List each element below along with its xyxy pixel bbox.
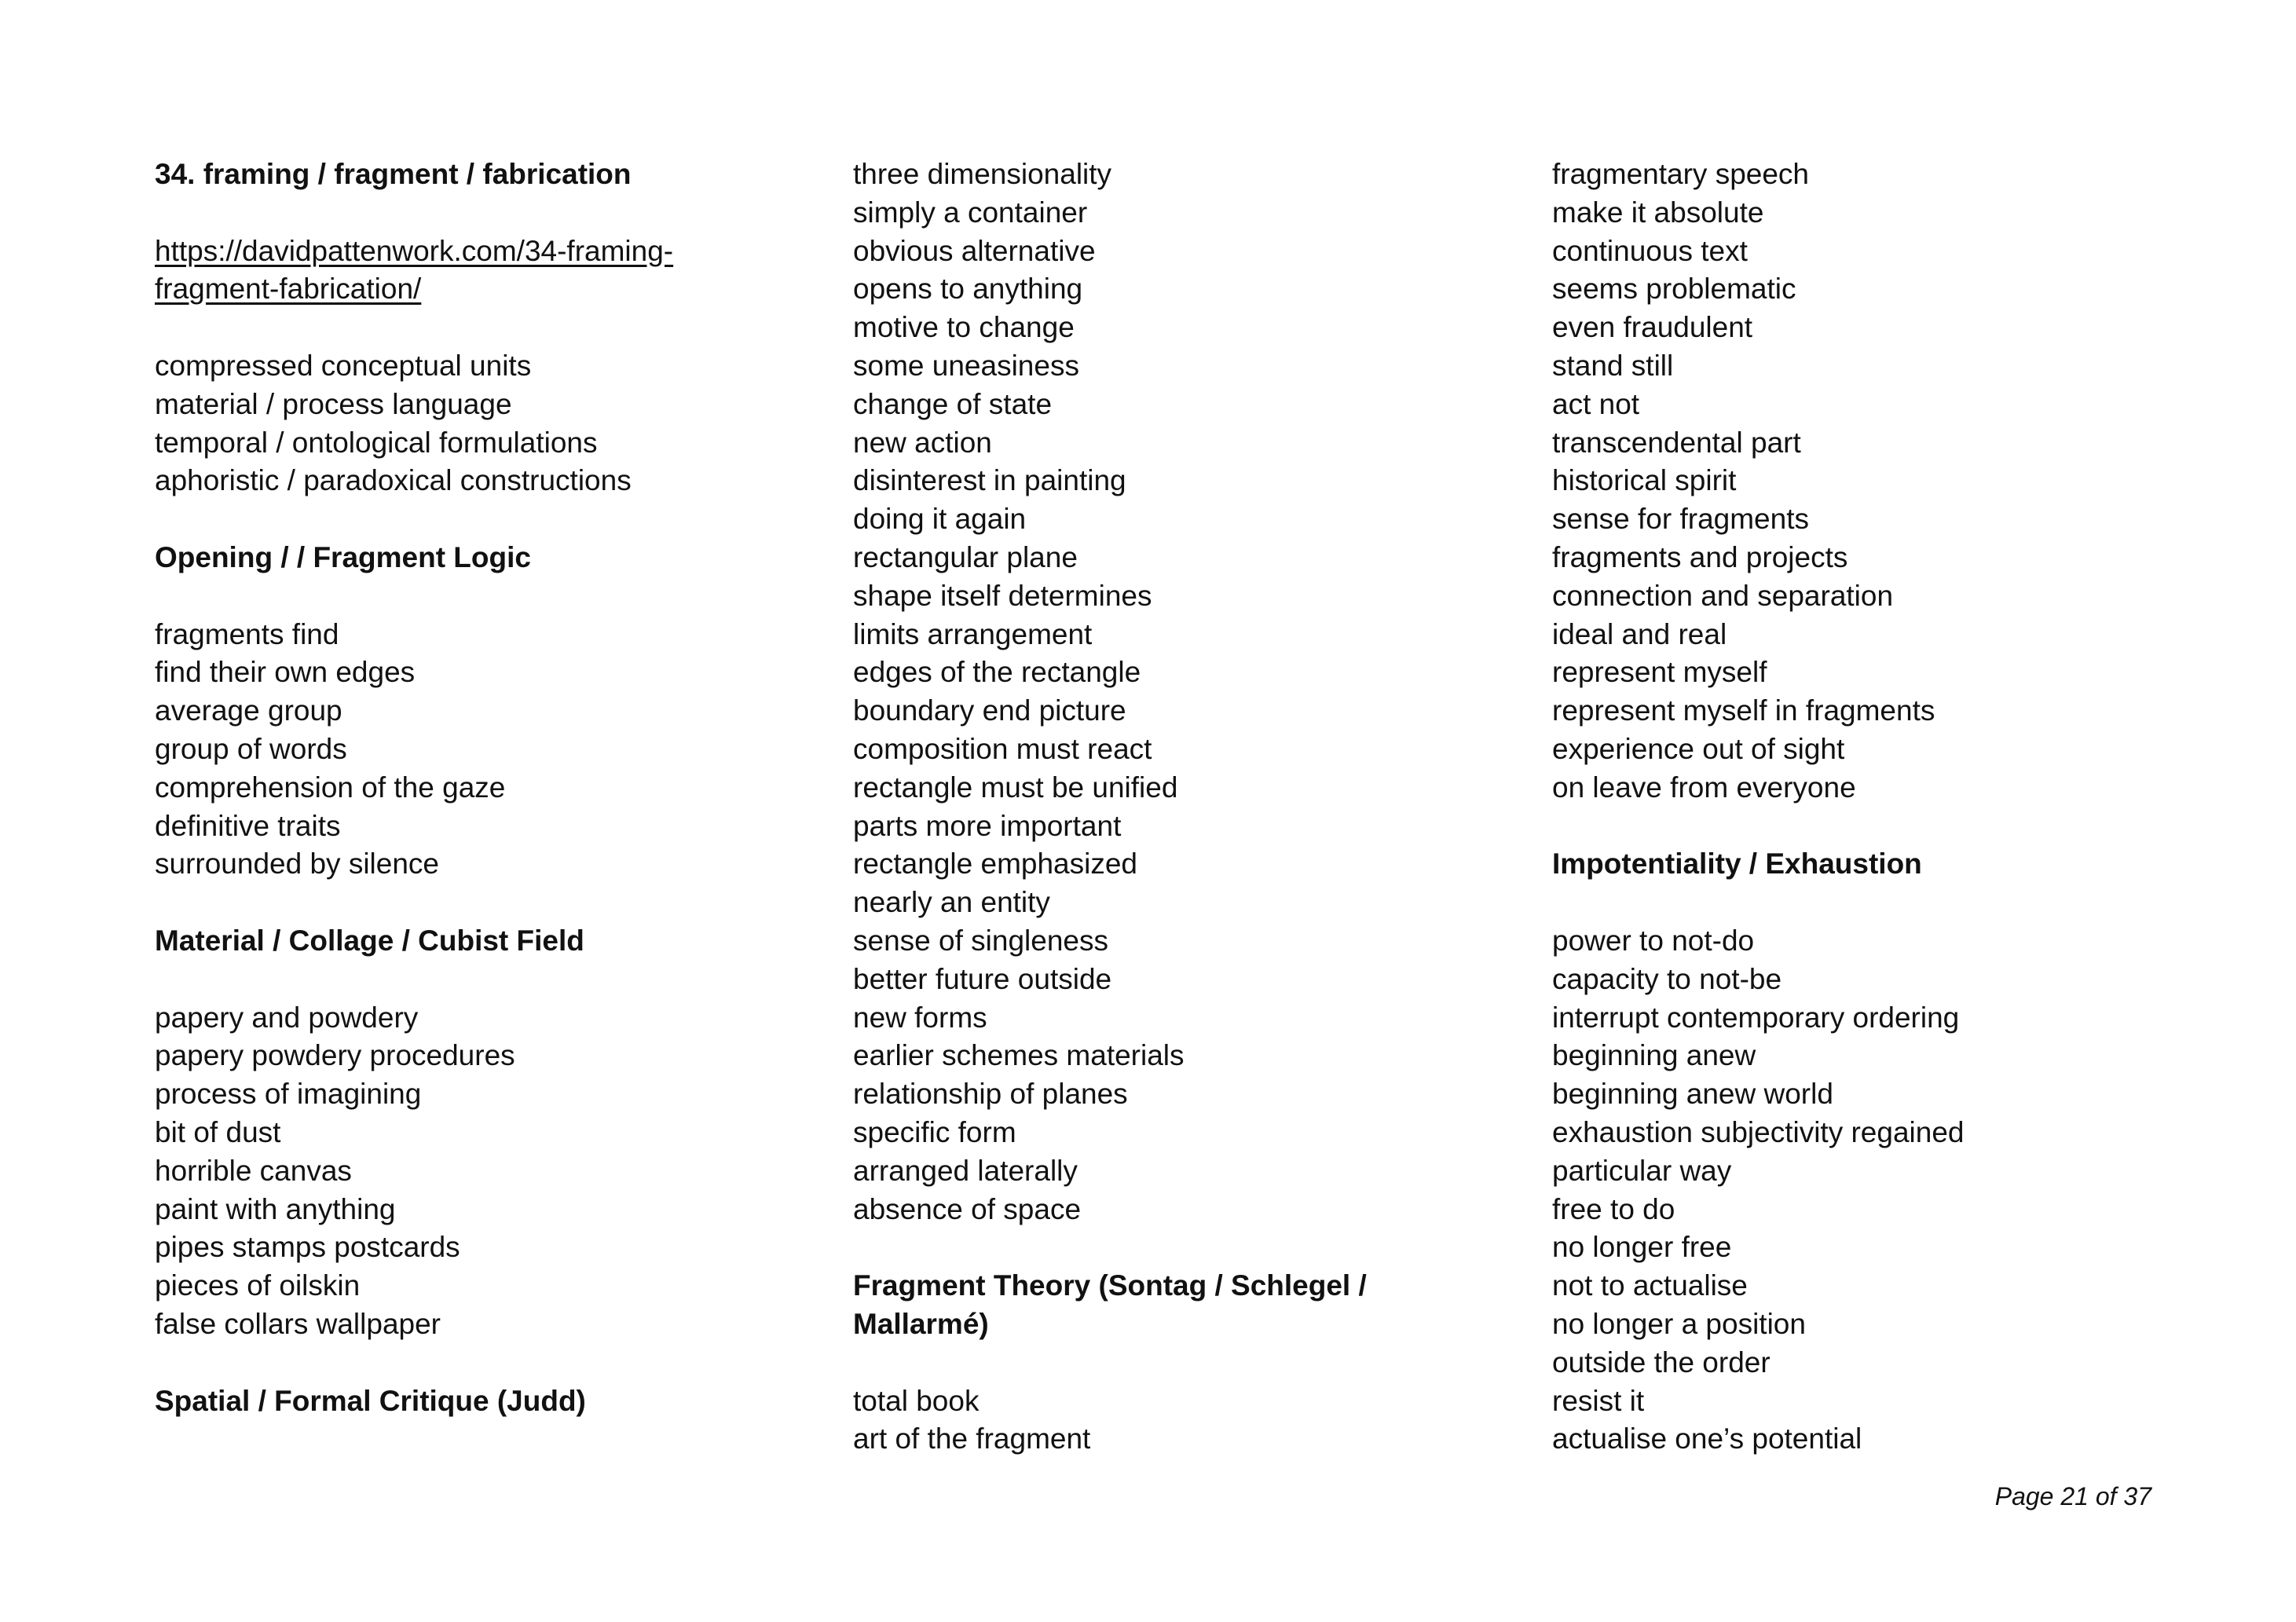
list-item: total book — [853, 1384, 980, 1417]
list-item: historical spirit — [1552, 464, 1737, 497]
list-item: paint with anything — [155, 1192, 396, 1225]
spacer — [155, 961, 799, 999]
list-item: compressed conceptual units — [155, 349, 532, 382]
list-item: outside the order — [1552, 1346, 1771, 1379]
list-item: seems problematic — [1552, 273, 1796, 306]
list-item: rectangle emphasized — [853, 848, 1137, 881]
intro-list — [155, 347, 799, 500]
list-item: horrible canvas — [155, 1154, 352, 1187]
fragment-logic-list — [155, 616, 799, 884]
list-item: represent myself — [1552, 656, 1767, 689]
list-item: stand still — [1552, 349, 1674, 382]
list-item: connection and separation — [1552, 579, 1894, 612]
list-item: papery and powdery — [155, 1001, 419, 1034]
spacer — [155, 577, 799, 616]
cubist-field-list — [155, 999, 799, 1344]
spacer — [155, 309, 799, 347]
list-item: obvious alternative — [853, 234, 1096, 267]
list-item: fragments and projects — [1552, 540, 1848, 573]
list-item: sense for fragments — [1552, 503, 1809, 536]
list-item: pipes stamps postcards — [155, 1231, 460, 1264]
list-item: no longer free — [1552, 1231, 1732, 1264]
list-item: opens to anything — [853, 273, 1083, 306]
judd-list — [853, 156, 1497, 1228]
spacer — [155, 1344, 799, 1382]
list-item: shape itself determines — [853, 579, 1152, 612]
list-item: comprehension of the gaze — [155, 771, 506, 804]
list-item: make it absolute — [1552, 196, 1764, 229]
list-item: motive to change — [853, 311, 1075, 344]
list-item: pieces of oilskin — [155, 1269, 361, 1302]
list-item: resist it — [1552, 1384, 1645, 1417]
list-item: papery powdery procedures — [155, 1039, 515, 1072]
list-item: earlier schemes materials — [853, 1039, 1185, 1072]
list-item: experience out of sight — [1552, 732, 1845, 765]
article-link-line-1[interactable]: https://davidpattenwork.com/34-framing- — [155, 234, 674, 267]
impotentiality-list — [1552, 922, 2149, 1459]
section-heading-fragment-logic: Opening / / Fragment Logic — [155, 540, 531, 573]
list-item: average group — [155, 694, 342, 727]
list-item: not to actualise — [1552, 1269, 1748, 1302]
list-item: continuous text — [1552, 234, 1748, 267]
section-heading-fragment-theory-line-1: Fragment Theory (Sontag / Schlegel / — [853, 1269, 1367, 1302]
list-item: limits arrangement — [853, 617, 1093, 650]
list-item: beginning anew world — [1552, 1078, 1833, 1111]
list-item: art of the fragment — [853, 1422, 1091, 1455]
list-item: act not — [1552, 387, 1640, 420]
list-item: group of words — [155, 732, 347, 765]
list-item: fragmentary speech — [1552, 158, 1810, 190]
list-item: find their own edges — [155, 656, 416, 689]
list-item: aphoristic / paradoxical constructions — [155, 464, 632, 497]
list-item: edges of the rectangle — [853, 656, 1141, 689]
spacer — [155, 194, 799, 232]
spacer — [853, 1228, 1497, 1267]
list-item: sense of singleness — [853, 924, 1108, 957]
list-item: disinterest in painting — [853, 464, 1126, 497]
list-item: better future outside — [853, 962, 1112, 995]
column-1 — [155, 156, 799, 1420]
list-item: on leave from everyone — [1552, 771, 1856, 804]
list-item: temporal / ontological formulations — [155, 426, 598, 459]
list-item: power to not-do — [1552, 924, 1755, 957]
list-item: rectangular plane — [853, 540, 1078, 573]
list-item: nearly an entity — [853, 886, 1050, 919]
list-item: exhaustion subjectivity regained — [1552, 1115, 1965, 1148]
list-item: bit of dust — [155, 1115, 281, 1148]
list-item: particular way — [1552, 1154, 1732, 1187]
list-item: three dimensionality — [853, 158, 1112, 190]
list-item: actualise one’s potential — [1552, 1422, 1862, 1455]
list-item: fragments find — [155, 617, 339, 650]
list-item: capacity to not-be — [1552, 962, 1782, 995]
list-item: represent myself in fragments — [1552, 694, 1935, 727]
column-2 — [853, 156, 1497, 1459]
page-number: Page 21 of 37 — [1994, 1482, 2151, 1510]
list-item: relationship of planes — [853, 1078, 1128, 1111]
list-item: parts more important — [853, 809, 1122, 842]
list-item: process of imagining — [155, 1078, 422, 1111]
article-link-line-2[interactable]: fragment-fabrication/ — [155, 273, 422, 306]
list-item: composition must react — [853, 732, 1152, 765]
spacer — [155, 500, 799, 539]
list-item: change of state — [853, 387, 1053, 420]
list-item: free to do — [1552, 1192, 1675, 1225]
list-item: absence of space — [853, 1192, 1082, 1225]
fragment-theory-continued-list — [1552, 156, 2149, 807]
list-item: interrupt contemporary ordering — [1552, 1001, 1960, 1034]
list-item: false collars wallpaper — [155, 1307, 441, 1340]
section-heading-judd: Spatial / Formal Critique (Judd) — [155, 1384, 586, 1417]
list-item: doing it again — [853, 503, 1027, 536]
fragment-theory-list — [853, 1382, 1497, 1459]
list-item: surrounded by silence — [155, 848, 439, 881]
page-title: 34. framing / fragment / fabrication — [155, 158, 632, 190]
list-item: new action — [853, 426, 992, 459]
list-item: arranged laterally — [853, 1154, 1078, 1187]
list-item: definitive traits — [155, 809, 341, 842]
list-item: new forms — [853, 1001, 987, 1034]
column-3 — [1552, 156, 2149, 1459]
list-item: material / process language — [155, 387, 512, 420]
list-item: ideal and real — [1552, 617, 1727, 650]
section-heading-impotentiality: Impotentiality / Exhaustion — [1552, 848, 1922, 881]
list-item: no longer a position — [1552, 1307, 1806, 1340]
spacer — [853, 1344, 1497, 1382]
list-item: even fraudulent — [1552, 311, 1753, 344]
spacer — [155, 884, 799, 922]
spacer — [1552, 884, 2149, 922]
list-item: rectangle must be unified — [853, 771, 1178, 804]
section-heading-fragment-theory-line-2: Mallarmé) — [853, 1307, 989, 1340]
list-item: boundary end picture — [853, 694, 1126, 727]
list-item: beginning anew — [1552, 1039, 1756, 1072]
list-item: specific form — [853, 1115, 1016, 1148]
list-item: transcendental part — [1552, 426, 1801, 459]
list-item: some uneasiness — [853, 349, 1079, 382]
list-item: simply a container — [853, 196, 1088, 229]
spacer — [1552, 807, 2149, 846]
section-heading-cubist-field: Material / Collage / Cubist Field — [155, 924, 584, 957]
